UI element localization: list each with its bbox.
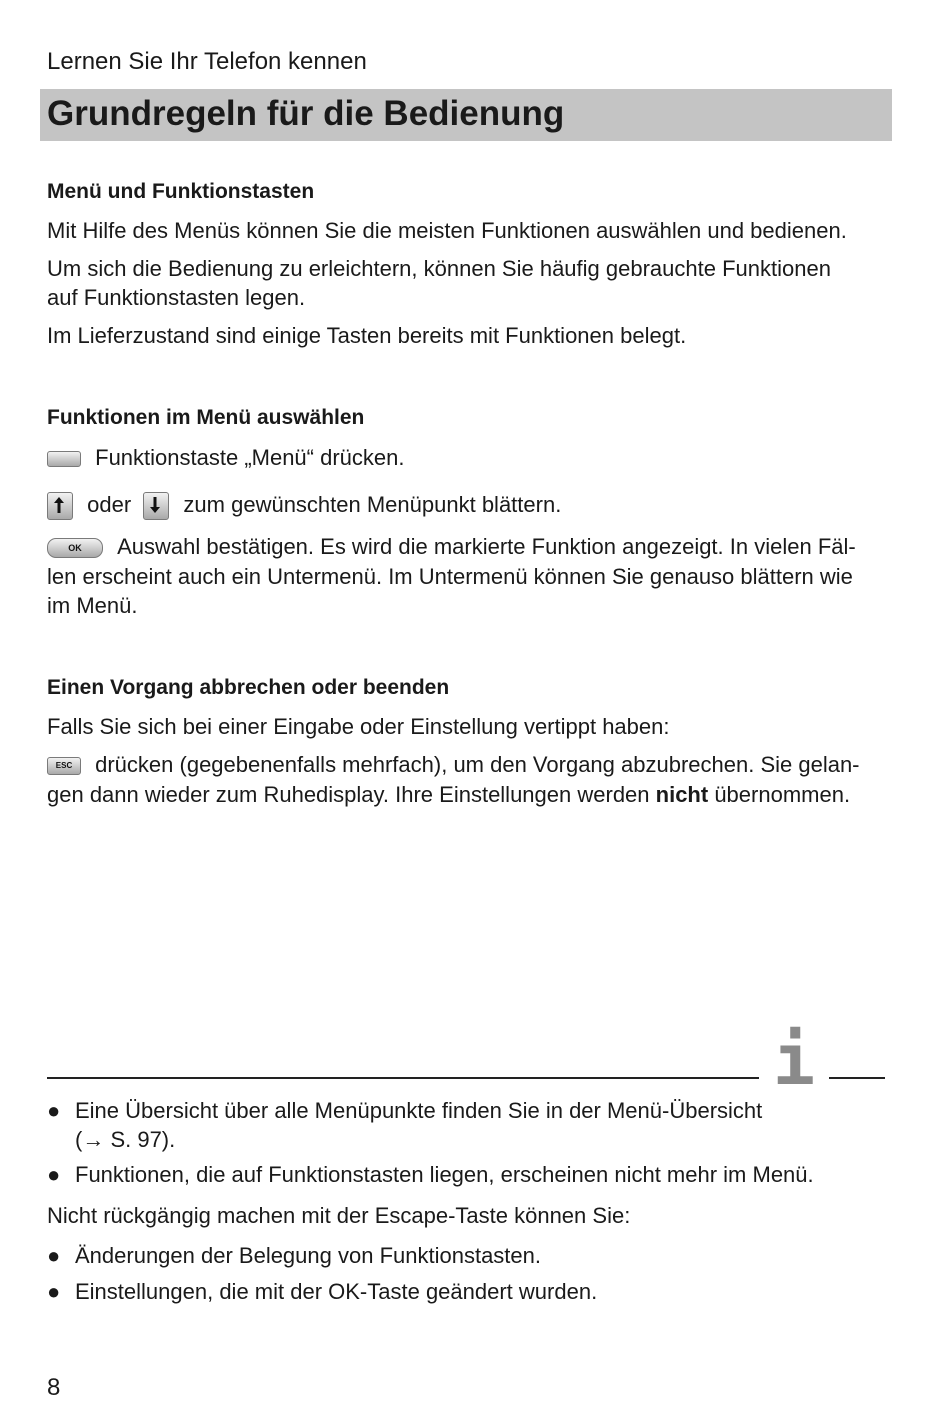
step-text: Auswahl bestätigen. Es wird die markierte Funktion angezeigt. In vielen Fäl-	[117, 534, 856, 559]
page-number: 8	[47, 1374, 61, 1401]
bullet: ●	[47, 1279, 61, 1304]
bullet-text: Eine Übersicht über alle Menüpunkte finden Sie in der Menü-Übersicht	[75, 1098, 763, 1123]
list-item	[47, 1241, 867, 1271]
info-note: Nicht rückgängig machen mit der Escape-Taste können Sie:	[47, 1203, 631, 1228]
bullet-text: (→ S. 97).	[75, 1127, 176, 1152]
or-text: oder	[87, 492, 132, 517]
bullet-text: Einstellungen, die mit der OK-Taste geändert wurden.	[75, 1279, 598, 1304]
arrow-up-key-icon	[47, 492, 73, 520]
info-divider	[47, 1077, 759, 1079]
text-run: gen dann wieder zum Ruhedisplay. Ihre Einstellungen werden	[47, 782, 656, 807]
list-item	[47, 1160, 867, 1190]
ok-key-icon: OK	[47, 538, 103, 558]
paragraph: auf Funktionstasten legen.	[47, 285, 306, 310]
step-esc	[47, 750, 887, 780]
bullet-text: Funktionen, die auf Funktionstasten liegen, erscheinen nicht mehr im Menü.	[75, 1162, 814, 1187]
bullet: ●	[47, 1162, 61, 1187]
bullet: ●	[47, 1243, 61, 1268]
step-text: Funktionstaste „Menü“ drücken.	[95, 445, 405, 470]
step-text: drücken (gegebenenfalls mehrfach), um den Vorgang abzubrechen. Sie gelan-	[95, 752, 860, 777]
page-title: Grundregeln für die Bedienung	[47, 94, 565, 133]
paragraph: Im Lieferzustand sind einige Tasten bereits mit Funktionen belegt.	[47, 323, 687, 348]
title-bar	[40, 89, 892, 141]
info-icon: i	[772, 1019, 816, 1101]
esc-key-icon: ESC	[47, 757, 81, 775]
step-ok	[47, 532, 887, 562]
paragraph: Falls Sie sich bei einer Eingabe oder Einstellung vertippt haben:	[47, 714, 670, 739]
emphasis: nicht	[655, 782, 709, 807]
step-menu-key	[47, 443, 887, 473]
running-head: Lernen Sie Ihr Telefon kennen	[47, 48, 367, 75]
list-item	[47, 1096, 867, 1156]
list-item	[47, 1277, 867, 1307]
info-divider	[829, 1077, 885, 1079]
bullet-text: Änderungen der Belegung von Funktionstasten.	[75, 1243, 541, 1268]
step-text: zum gewünschten Menüpunkt blättern.	[183, 492, 562, 517]
paragraph: Mit Hilfe des Menüs können Sie die meisten Funktionen auswählen und bedienen.	[47, 218, 847, 243]
paragraph: len erscheint auch ein Untermenü. Im Untermenü können Sie genauso blättern wie	[47, 564, 853, 589]
text-run: übernommen.	[708, 782, 851, 807]
paragraph: Um sich die Bedienung zu erleichtern, können Sie häufig gebrauchte Funktionen	[47, 256, 831, 281]
section-heading-menu: Menü und Funktionstasten	[47, 180, 315, 203]
section-heading-select: Funktionen im Menü auswählen	[47, 406, 365, 429]
menu-function-key-icon	[47, 451, 81, 467]
paragraph: im Menü.	[47, 593, 138, 618]
step-scroll	[47, 490, 887, 520]
bullet: ●	[47, 1098, 61, 1123]
paragraph	[47, 780, 887, 810]
arrow-down-key-icon	[143, 492, 169, 520]
section-heading-cancel: Einen Vorgang abbrechen oder beenden	[47, 676, 450, 699]
